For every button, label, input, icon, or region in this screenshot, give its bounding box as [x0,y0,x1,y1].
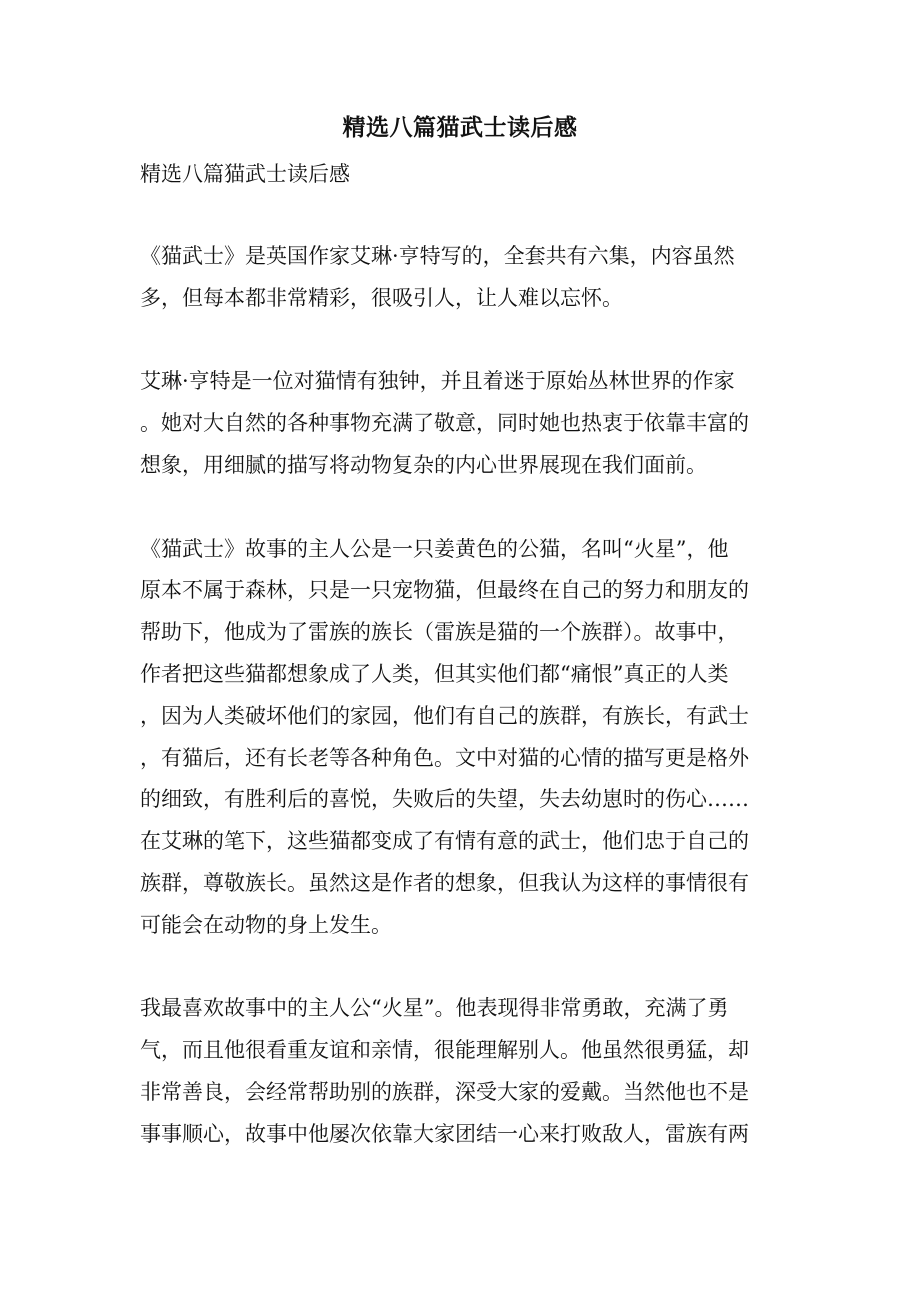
paragraph-line: 非常善良，会经常帮助别的族群，深受大家的爱戴。当然他也不是 [140,1079,749,1104]
paragraph-line: 事事顺心，故事中他屡次依靠大家团结一心来打败敌人，雷族有两 [140,1121,749,1146]
paragraph-line: 想象，用细腻的描写将动物复杂的内心世界展现在我们面前。 [140,452,707,477]
paragraph-line: 我最喜欢故事中的主人公“火星”。他表现得非常勇敢，充满了勇 [140,996,729,1021]
paragraph-spacer [140,320,780,362]
paragraph-1 [140,236,780,320]
document-subtitle: 精选八篇猫武士读后感 [140,162,350,186]
paragraph-line: 族群，尊敬族长。虽然这是作者的想象，但我认为这样的事情很有 [140,870,749,895]
paragraph-line: ，有猫后，还有长老等各种角色。文中对猫的心情的描写更是格外 [140,745,749,770]
paragraph-line: 原本不属于森林，只是一只宠物猫，但最终在自己的努力和朋友的 [140,578,749,603]
paragraph-2 [140,361,780,486]
body-text [140,236,780,1156]
paragraph-line: 。她对大自然的各种事物充满了敬意，同时她也热衷于依靠丰富的 [140,411,749,436]
paragraph-line: 多，但每本都非常精彩，很吸引人，让人难以忘怀。 [140,285,623,310]
document-title: 精选八篇猫武士读后感 [342,114,578,141]
paragraph-line: 《猫武士》是英国作家艾琳·亨特写的，全套共有六集，内容虽然 [140,244,735,268]
paragraph-spacer [140,947,780,989]
paragraph-line: ，因为人类破坏他们的家园，他们有自己的族群，有族长，有武士 [140,703,749,728]
paragraph-line: 的细致，有胜利后的喜悦，失败后的失望，失去幼崽时的伤心…… [140,787,749,812]
paragraph-line: 作者把这些猫都想象成了人类，但其实他们都“痛恨”真正的人类 [140,661,729,686]
paragraph-line: 艾琳·亨特是一位对猫情有独钟，并且着迷于原始丛林世界的作家 [140,369,735,394]
paragraph-line: 气，而且他很看重友谊和亲情，很能理解别人。他虽然很勇猛，却 [140,1038,749,1063]
paragraph-line: 《猫武士》故事的主人公是一只姜黄色的公猫，名叫“火星”，他 [140,536,729,561]
paragraph-4 [140,988,780,1155]
paragraph-line: 帮助下，他成为了雷族的族长（雷族是猫的一个族群）。故事中， [140,620,739,645]
paragraph-3 [140,529,780,947]
paragraph-line: 可能会在动物的身上发生。 [140,912,392,937]
paragraph-line: 在艾琳的笔下，这些猫都变成了有情有意的武士，他们忠于自己的 [140,829,749,854]
paragraph-spacer [140,487,780,529]
